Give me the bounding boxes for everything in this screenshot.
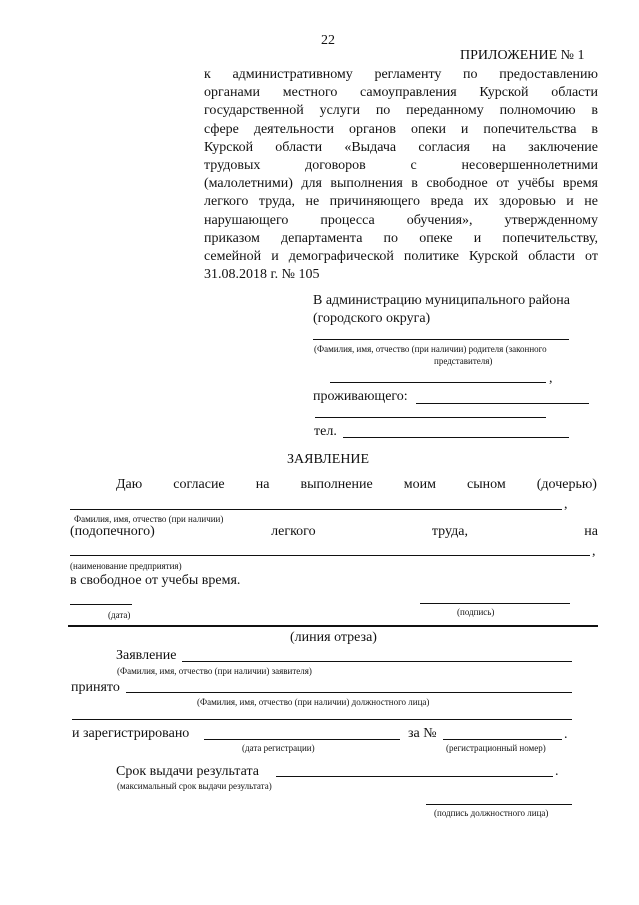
statement-word: Даю — [116, 477, 143, 492]
addressee-line-2: (городского округа) — [313, 311, 431, 326]
enterprise-comma: , — [592, 544, 596, 559]
official-signature-line — [426, 804, 572, 805]
for-number-label: за № — [408, 726, 437, 741]
statement-word: сыном — [467, 477, 506, 492]
tel-label: тел. — [314, 424, 337, 439]
enterprise-line — [70, 555, 590, 556]
caption-parent-1: (Фамилия, имя, отчество (при наличии) родителя (законного — [314, 344, 547, 354]
caption-signature: (подпись) — [457, 607, 495, 617]
parent-name-line — [313, 339, 569, 340]
statement-word: выполнение — [300, 477, 373, 492]
reg-period: . — [564, 727, 568, 742]
caption-official: (Фамилия, имя, отчество (при наличии) должностного лица) — [197, 697, 430, 707]
deadline-line — [276, 776, 553, 777]
appendix-line: нарушающего процесса обучения», утвержденному — [204, 212, 598, 228]
deadline-period: . — [555, 764, 559, 779]
cut-label: (линия отреза) — [290, 630, 377, 645]
caption-official-signature: (подпись должностного лица) — [434, 808, 549, 818]
statement-word: согласие — [173, 477, 225, 492]
address-line-2 — [315, 417, 546, 418]
addressee-line-1: В администрацию муниципального района — [313, 293, 570, 308]
statement-word: на — [584, 524, 598, 539]
parent-name-line-2 — [330, 382, 546, 383]
official-line-2 — [72, 719, 572, 720]
child-comma: , — [564, 497, 568, 512]
date-line — [70, 604, 132, 605]
caption-parent-2: представителя) — [434, 356, 493, 366]
residing-label: проживающего: — [313, 389, 408, 404]
cut-line — [68, 625, 598, 627]
caption-reg-number: (регистрационный номер) — [446, 743, 546, 753]
appendix-line: Курской области «Выдача согласия на заключение — [204, 139, 598, 155]
statement-line-2 — [70, 524, 598, 540]
caption-fio: Фамилия, имя, отчество (при наличии) — [74, 514, 224, 524]
statement-word: труда, — [431, 524, 468, 539]
child-name-line — [70, 509, 562, 510]
accepted-label: принято — [71, 680, 120, 695]
statement-word: на — [255, 477, 270, 492]
page-number: 22 — [321, 33, 335, 48]
appendix-text — [204, 66, 598, 284]
statement-line-1 — [116, 477, 597, 493]
caption-reg-date: (дата регистрации) — [242, 743, 315, 753]
signature-line — [420, 603, 570, 604]
reg-date-line — [204, 739, 400, 740]
appendix-line: сфере деятельности органов опеки и попечительства в — [204, 121, 598, 137]
statement-word: (дочерью) — [536, 477, 597, 492]
address-line-1 — [416, 403, 589, 404]
caption-max-deadline: (максимальный срок выдачи результата) — [117, 781, 272, 791]
reg-number-line — [443, 739, 562, 740]
statement-word: (подопечного) — [70, 524, 155, 539]
appendix-line: органами местного самоуправления Курской области — [204, 85, 598, 101]
statement-line-3: в свободное от учебы время. — [70, 573, 241, 588]
registered-label: и зарегистрировано — [72, 726, 190, 741]
appendix-line: трудовых договоров с несовершеннолетними — [204, 158, 598, 174]
application-label: Заявление — [116, 648, 177, 663]
caption-enterprise: (наименование предприятия) — [70, 561, 182, 571]
statement-title: ЗАЯВЛЕНИЕ — [287, 452, 370, 467]
appendix-line: к административному регламенту по предоставлению — [204, 67, 598, 82]
appendix-line: семейной и демографической политике Курской области от — [204, 249, 598, 265]
appendix-line: (малолетними) для выполнения в свободное от учёбы время — [204, 176, 598, 192]
statement-word: легкого — [271, 524, 316, 539]
caption-applicant: (Фамилия, имя, отчество (при наличии) заявителя) — [117, 666, 312, 676]
tel-line — [343, 437, 569, 438]
official-line — [126, 692, 572, 693]
statement-word: моим — [403, 477, 436, 492]
appendix-line: 31.08.2018 г. № 105 — [204, 267, 320, 283]
caption-date: (дата) — [108, 610, 131, 620]
appendix-line: легкого труда, не причиняющего вреда их здоровью и не — [204, 194, 598, 210]
applicant-line — [182, 661, 572, 662]
appendix-title: ПРИЛОЖЕНИЕ № 1 — [460, 48, 585, 63]
deadline-label: Срок выдачи результата — [116, 764, 259, 779]
parent-comma: , — [549, 371, 553, 386]
appendix-line: государственной услуги по переданному полномочию в — [204, 103, 598, 119]
appendix-line: приказом департамента по опеке и попечительству, — [204, 230, 598, 246]
